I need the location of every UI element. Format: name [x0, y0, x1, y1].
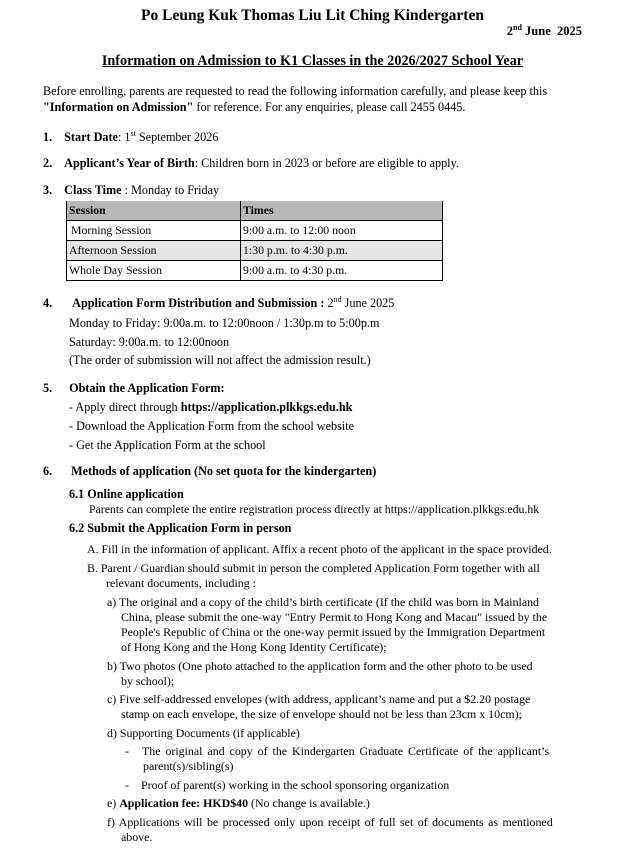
column-header-session: Session [67, 201, 241, 221]
table-header-row [67, 201, 443, 221]
doc-f-line1: f) Applications will be processed only upon receipt of full set of documents as mentioned [107, 815, 553, 829]
obtain-form-online: - Apply direct through https://application.plkkgs.edu.hk [69, 400, 353, 414]
doc-e-fee: e) Application fee: HKD$40 (No change is available.) [107, 796, 370, 810]
intro-line-1: Before enrolling, parents are requested to read the following information carefully, and please keep this [43, 84, 548, 98]
in-person-heading: 6.2 Submit the Application Form in person [69, 521, 292, 535]
doc-d-item1-line1: The original and copy of the Kindergarten Graduate Certificate of the applicant’s [142, 744, 550, 758]
step-b-line2: relevant documents, including : [106, 576, 256, 590]
doc-a-line3: People's Republic of China or the one-way permit issued by the Immigration Department [121, 625, 546, 639]
online-application-heading: 6.1 Online application [69, 487, 184, 501]
section-distribution: 4. Application Form Distribution and Submission : 2nd June 2025 [43, 294, 395, 310]
doc-a-line2: China, please submit the one-way "Entry Permit to Hong Kong and Macau" issued by the [121, 610, 548, 624]
bullet-dash-icon: - [125, 744, 129, 758]
doc-c-line1: c) Five self-addressed envelopes (with address, applicant’s name and put a $2.20 postage [107, 692, 531, 706]
session-times-table [66, 201, 443, 281]
doc-d-item1-line2: parent(s)/sibling(s) [143, 759, 234, 773]
table-row: Afternoon Session 1:30 p.m. to 4:30 p.m. [67, 241, 443, 261]
doc-d-item2: Proof of parent(s) working in the school sponsoring organization [141, 778, 450, 792]
document-date: 2nd June 2025 [506, 22, 582, 38]
column-header-times: Times [241, 201, 443, 221]
doc-c-line2: stamp on each envelope, the size of envelope should not be less than 23cm x 10cm); [121, 707, 522, 721]
school-name: Po Leung Kuk Thomas Liu Lit Ching Kindergarten [141, 7, 484, 24]
distribution-note: (The order of submission will not affect the admission result.) [69, 353, 371, 367]
step-b-line1: B. Parent / Guardian should submit in person the completed Application Form together with all [87, 561, 540, 575]
intro-line-2: "Information on Admission" for reference. For any enquiries, please call 2455 0445. [43, 100, 466, 114]
step-a: A. Fill in the information of applicant. Affix a recent photo of the applicant in the space provided. [87, 542, 552, 556]
section-obtain-form: 5. Obtain the Application Form: [43, 381, 225, 395]
section-class-time: 3. Class Time : Monday to Friday [43, 183, 220, 197]
page-title: Information on Admission to K1 Classes in the 2026/2027 School Year [101, 53, 524, 69]
obtain-form-download: - Download the Application Form from the school website [69, 419, 355, 433]
doc-b-line2: by school); [121, 674, 175, 688]
section-methods: 6. Methods of application (No set quota for the kindergarten) [43, 464, 377, 478]
table-row: Whole Day Session 9:00 a.m. to 4:30 p.m. [67, 261, 443, 281]
doc-b-line1: b) Two photos (One photo attached to the application form and the other photo to be used [107, 659, 533, 673]
bullet-dash-icon: - [125, 778, 129, 792]
obtain-form-school: - Get the Application Form at the school [69, 438, 266, 452]
section-year-of-birth: 2. Applicant’s Year of Birth: Children born in 2023 or before are eligible to apply. [43, 156, 459, 170]
application-link[interactable]: https://application.plkkgs.edu.hk [180, 400, 353, 414]
doc-d: d) Supporting Documents (if applicable) [107, 726, 300, 740]
section-start-date: 1. Start Date: 1st September 2026 [43, 128, 219, 144]
doc-f-line2: above. [121, 830, 153, 844]
distribution-saturday-hours: Saturday: 9:00a.m. to 12:00noon [69, 335, 230, 349]
doc-a-line1: a) The original and a copy of the child’s birth certificate (If the child was born in Mainland [107, 595, 539, 609]
online-application-text: Parents can complete the entire registration process directly at https://application.plkkgs.edu.hk [89, 502, 540, 516]
distribution-weekday-hours: Monday to Friday: 9:00a.m. to 12:00noon / 1:30p.m to 5:00p.m [69, 316, 380, 330]
table-row: Morning Session 9:00 a.m. to 12:00 noon [67, 221, 443, 241]
doc-a-line4: of Hong Kong and the Hong Kong Identity Certificate); [121, 640, 387, 654]
